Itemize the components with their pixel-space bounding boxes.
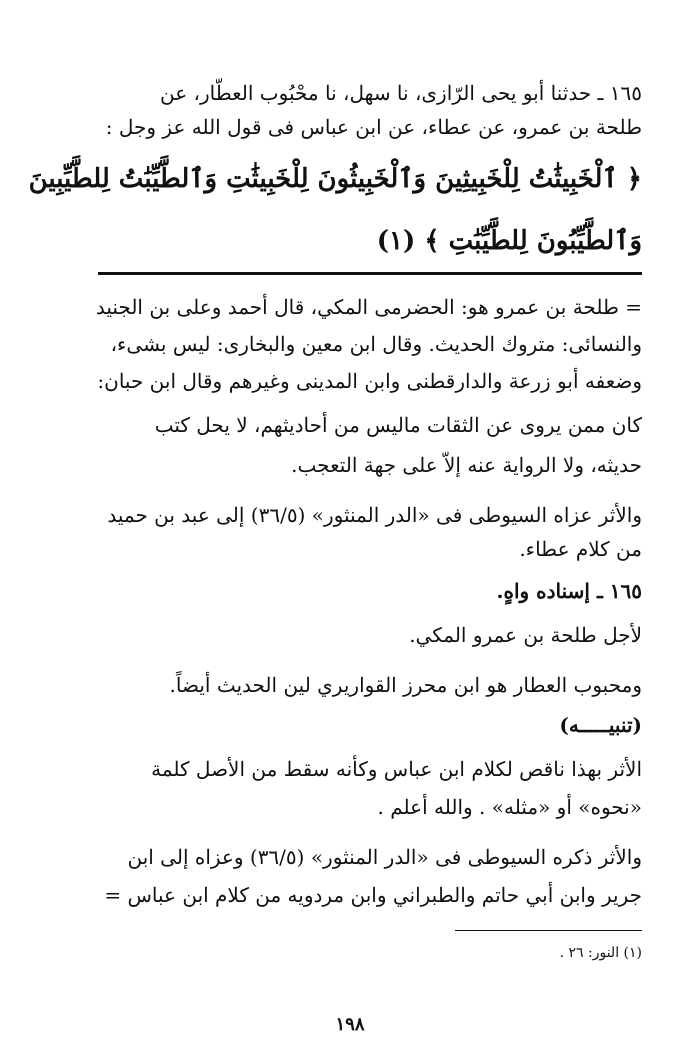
hadith-line-1: ١٦٥ ـ حدثنا أبو يحى الرّازى، نا سهل، نا محْبُوب العطّار، عن	[160, 81, 642, 105]
commentary-line-1: = طلحة بن عمرو هو: الحضرمى المكي، قال أحمد وعلى بن الجنيد	[95, 295, 642, 319]
notice-line-4: جرير وابن أبي حاتم والطبراني وابن مردويه من كلام ابن عباس =	[104, 883, 642, 907]
page-number: ١٩٨	[335, 1014, 365, 1035]
commentary-line-5: حديثه، ولا الرواية عنه إلاّ على جهة التعجب.	[291, 453, 642, 477]
quran-verse-line-2: وَٱلطَّيِّبُونَ لِلطَّيِّبَٰتِ ﴾ (١)	[376, 226, 642, 256]
quran-verse-line-1: ﴿ ٱلْخَبِيثَٰتُ لِلْخَبِيثِينَ وَٱلْخَبِيثُونَ لِلْخَبِيثَٰتِ وَٱلطَّيِّبَٰتُ لِلطَّيِّبِينَ	[28, 164, 642, 194]
commentary-line-2: والنسائى: متروك الحديث. وقال ابن معين والبخارى: ليس بشىء،	[110, 332, 642, 356]
footnote: (١) النور: ٢٦ .	[559, 945, 642, 961]
footnote-rule	[455, 930, 642, 931]
commentary-line-3: وضعفه أبو زرعة والدارقطنى وابن المدينى وغيرهم وقال ابن حبان:	[97, 369, 642, 393]
grade-line-2: ومحبوب العطار هو ابن محرز القواريري لين الحديث أيضاً.	[169, 673, 642, 697]
grade-heading: ١٦٥ ـ إسناده واهٍ.	[496, 579, 642, 603]
notice-heading: (تنبيـــــه)	[559, 713, 642, 737]
commentary-line-4: كان ممن يروى عن الثقات ماليس من أحاديثهم، لا يحل كتب	[154, 413, 642, 437]
hadith-line-2: طلحة بن عمرو، عن عطاء، عن ابن عباس فى قول الله عز وجل :	[105, 115, 642, 139]
notice-line-1: الأثر بهذا ناقص لكلام ابن عباس وكأنه سقط من الأصل كلمة	[151, 757, 642, 781]
commentary-line-7: من كلام عطاء.	[519, 537, 642, 561]
grade-line-1: لأجل طلحة بن عمرو المكي.	[409, 623, 642, 647]
notice-line-3: والأثر ذكره السيوطى فى «الدر المنثور» (٣٦/٥) وعزاه إلى ابن	[127, 845, 642, 869]
commentary-line-6: والأثر عزاه السيوطى فى «الدر المنثور» (٣٦/٥) إلى عبد بن حميد	[107, 503, 642, 527]
separator-rule	[98, 272, 642, 275]
notice-line-2: «نحوه» أو «مثله» . والله أعلم .	[377, 795, 642, 819]
